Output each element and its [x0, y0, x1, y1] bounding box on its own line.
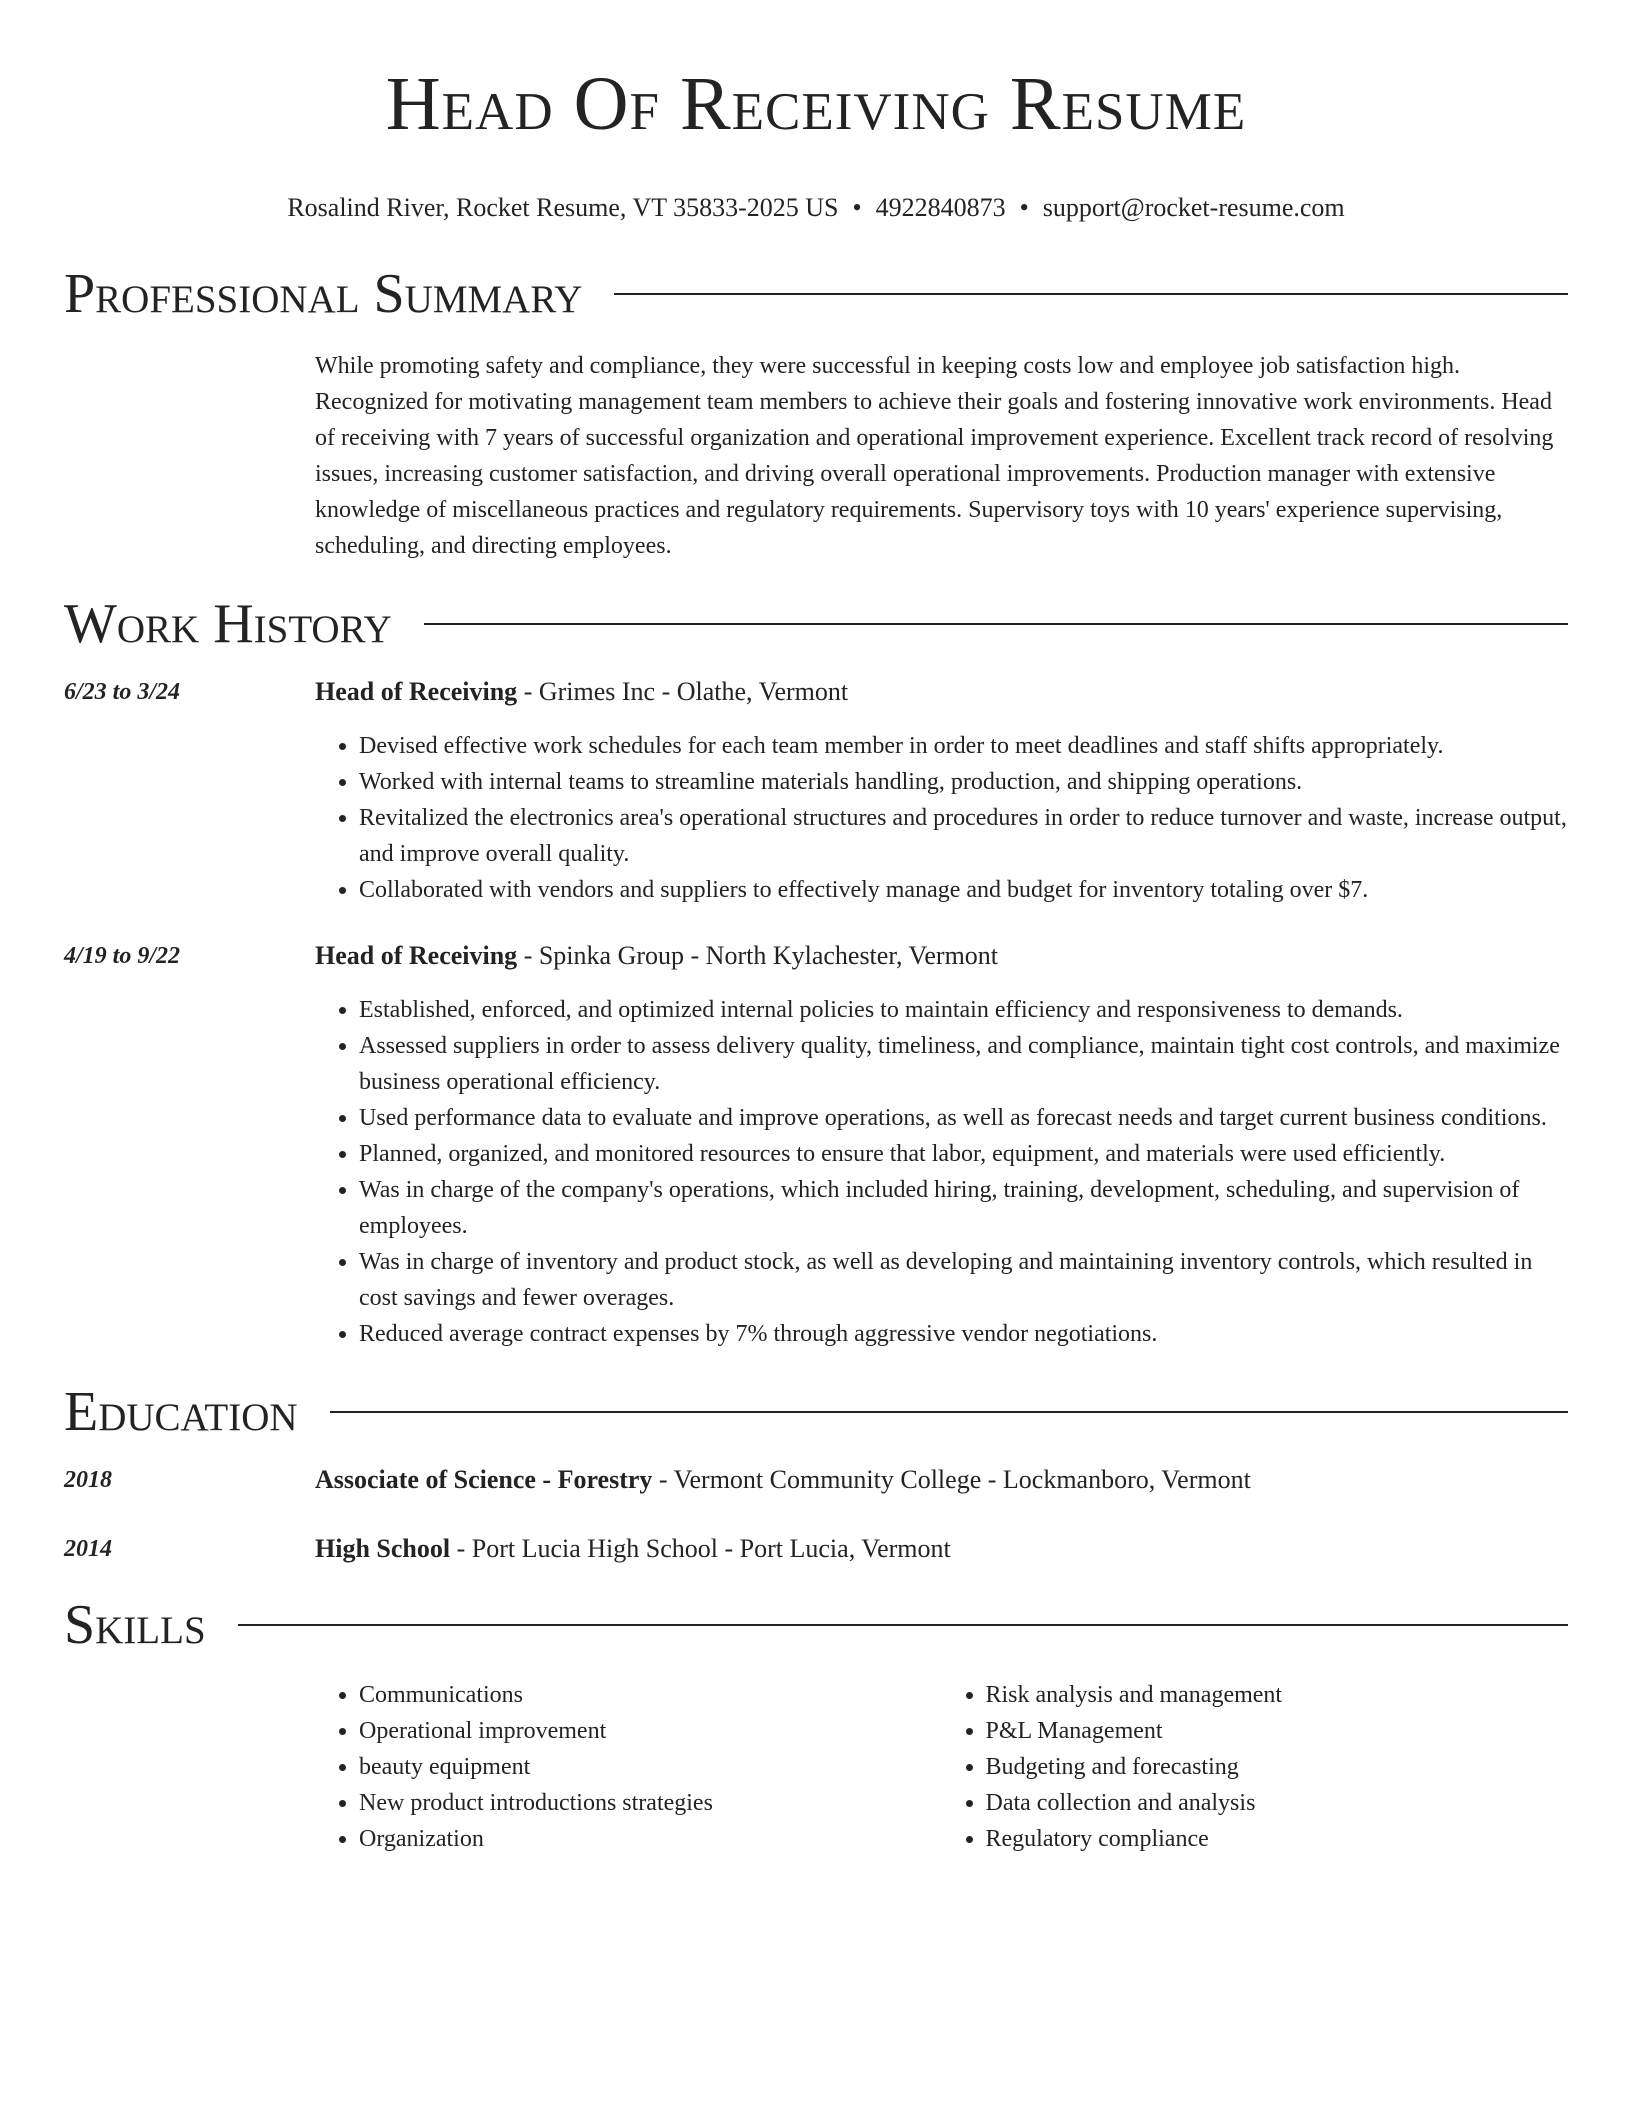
job-entry [64, 938, 1568, 1352]
skill-item: • Risk analysis and management [986, 1677, 1569, 1713]
job-bullets [315, 728, 1568, 908]
list-item: • Was in charge of inventory and product stock, as well as developing and maintaining inventory controls, which resulted in cost savings and fewer overages. [359, 1244, 1568, 1316]
skill-item: • Communications [359, 1677, 942, 1713]
section-rule [424, 623, 1568, 625]
list-item: • Was in charge of the company's operations, which included hiring, training, development, scheduling, and supervision of employees. [359, 1172, 1568, 1244]
skills-heading: Skills [64, 1594, 206, 1656]
skill-item: • Operational improvement [359, 1713, 942, 1749]
skill-item: • beauty equipment [359, 1749, 942, 1785]
skills-columns [315, 1677, 1568, 1857]
skills-row [64, 1677, 1568, 1857]
section-rule [330, 1411, 1568, 1413]
job-role: Head of Receiving [315, 677, 518, 706]
skill-item: • Organization [359, 1821, 942, 1857]
skill-item: • Budgeting and forecasting [986, 1749, 1569, 1785]
summary-section-header [64, 262, 1568, 326]
education-details: - Vermont Community College - Lockmanboro, Vermont [652, 1465, 1251, 1494]
resume-page [64, 0, 1568, 1857]
job-details: - Grimes Inc - Olathe, Vermont [517, 677, 849, 706]
summary-row [64, 348, 1568, 564]
education-details: - Port Lucia High School - Port Lucia, Vermont [450, 1534, 951, 1563]
education-heading: Education [64, 1381, 298, 1443]
list-item: • Used performance data to evaluate and improve operations, as well as forecast needs and target current business conditions. [359, 1100, 1568, 1136]
job-role: Head of Receiving [315, 941, 518, 970]
education-line [315, 1531, 1568, 1567]
separator-dot: • [852, 193, 862, 222]
job-title-line [315, 674, 1568, 710]
list-item: • Assessed suppliers in order to assess delivery quality, timeliness, and compliance, maintain tight cost controls, and maximize business operational efficiency. [359, 1028, 1568, 1100]
job-dates: 4/19 to 9/22 [64, 943, 181, 969]
list-item: • Devised effective work schedules for each team member in order to meet deadlines and staff shifts appropriately. [359, 728, 1568, 764]
work-heading: Work History [64, 593, 392, 655]
contact-address: Rosalind River, Rocket Resume, VT 35833-2025 US [287, 193, 839, 222]
summary-text: While promoting safety and compliance, they were successful in keeping costs low and employee job satisfaction high. Recognized for motivating management team members to achieve their goals and fostering innovative work environments. Head of receiving with 7 years of successful organization and operational improvement experience. Excellent track record of resolving issues, increasing customer satisfaction, and driving overall operational improvements. Production manager with extensive knowledge of miscellaneous practices and regulatory requirements. Supervisory toys with 10 years' experience supervising, scheduling, and directing employees. [315, 353, 1554, 559]
job-bullets [315, 992, 1568, 1352]
skills-list-left [315, 1677, 942, 1857]
job-title-line [315, 938, 1568, 974]
education-section-header [64, 1380, 1568, 1444]
education-entry [64, 1531, 1568, 1567]
list-item: • Collaborated with vendors and suppliers to effectively manage and budget for inventory totaling over $7. [359, 872, 1568, 908]
section-rule [614, 293, 1568, 295]
job-dates: 6/23 to 3/24 [64, 679, 181, 705]
skills-section-header [64, 1593, 1568, 1657]
skill-item: • Data collection and analysis [986, 1785, 1569, 1821]
education-degree: High School [315, 1534, 451, 1563]
section-rule [238, 1624, 1568, 1626]
education-degree: Associate of Science - Forestry [315, 1465, 653, 1494]
education-line [315, 1462, 1568, 1498]
skill-item: • New product introductions strategies [359, 1785, 942, 1821]
work-section-header [64, 592, 1568, 656]
skill-item: • P&L Management [986, 1713, 1569, 1749]
skill-item: • Regulatory compliance [986, 1821, 1569, 1857]
list-item: • Planned, organized, and monitored resources to ensure that labor, equipment, and materials were used efficiently. [359, 1136, 1568, 1172]
summary-heading: Professional Summary [64, 263, 583, 325]
separator-dot: • [1019, 193, 1029, 222]
list-item: • Worked with internal teams to streamline materials handling, production, and shipping operations. [359, 764, 1568, 800]
contact-email: support@rocket-resume.com [1042, 193, 1345, 222]
contact-line [64, 192, 1568, 224]
education-year: 2018 [64, 1467, 112, 1493]
skills-list-right [942, 1677, 1569, 1857]
list-item: • Revitalized the electronics area's operational structures and procedures in order to reduce turnover and waste, increase output, and improve overall quality. [359, 800, 1568, 872]
education-entry [64, 1462, 1568, 1498]
resume-title: Head Of Receiving Resume [385, 62, 1247, 146]
list-item: • Reduced average contract expenses by 7% through aggressive vendor negotiations. [359, 1316, 1568, 1352]
job-details: - Spinka Group - North Kylachester, Vermont [517, 941, 999, 970]
job-entry [64, 674, 1568, 908]
contact-phone: 4922840873 [875, 193, 1006, 222]
education-year: 2014 [64, 1536, 112, 1562]
list-item: • Established, enforced, and optimized internal policies to maintain efficiency and responsiveness to demands. [359, 992, 1568, 1028]
